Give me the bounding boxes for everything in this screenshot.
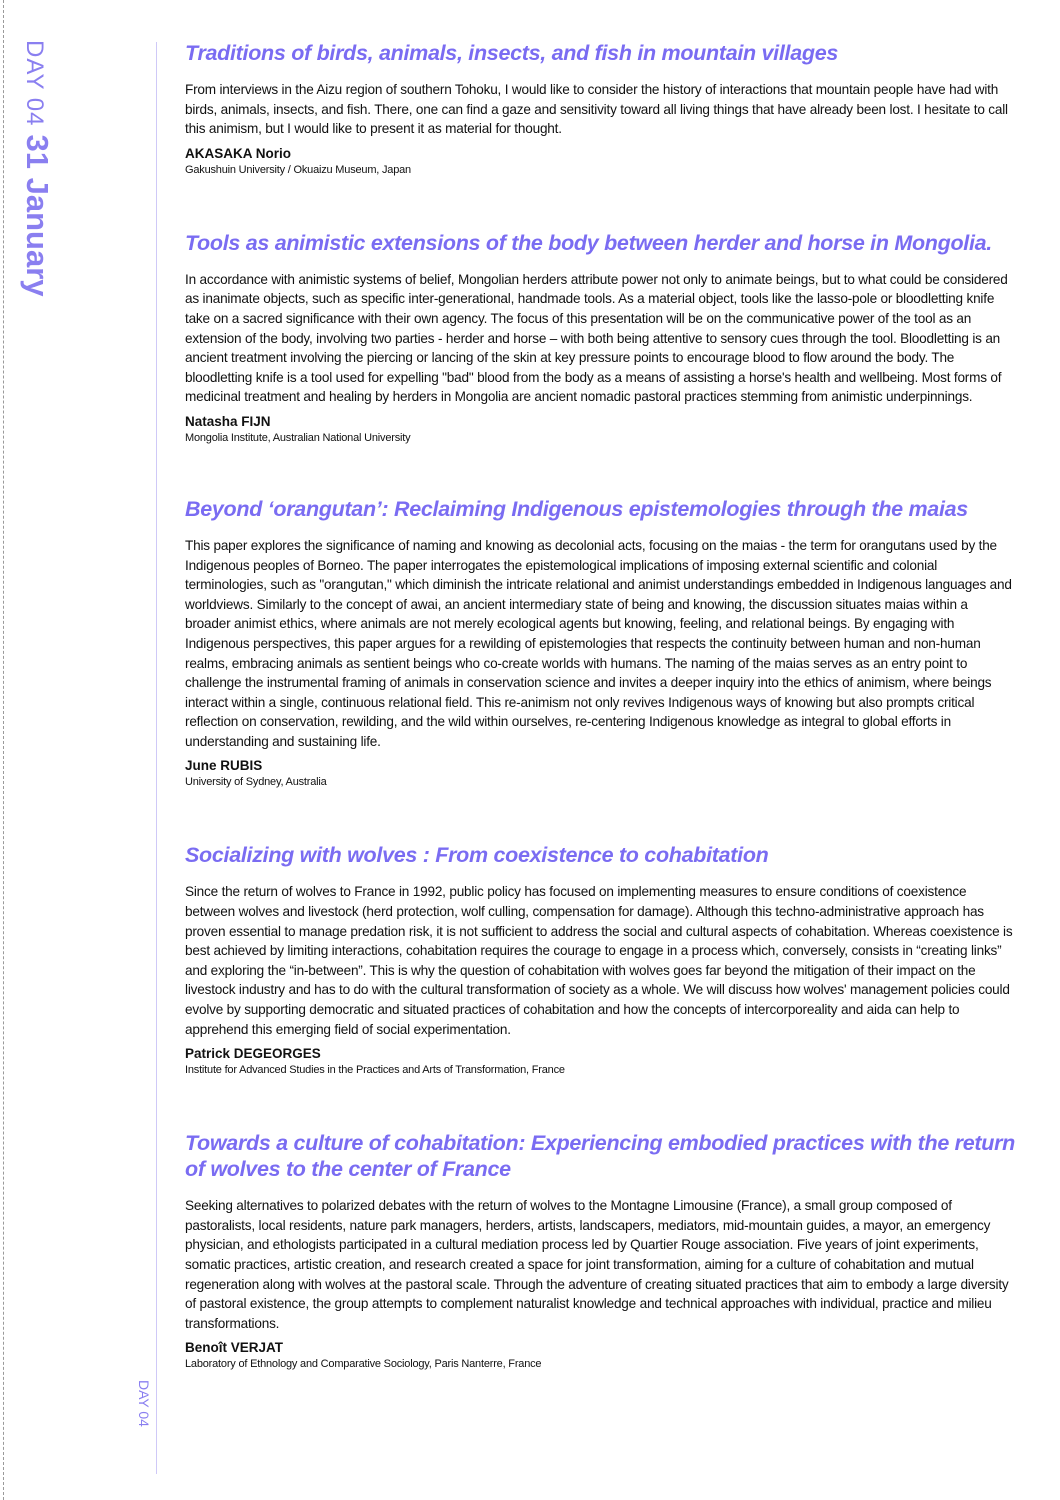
section-author: Patrick DEGEORGES [185, 1046, 321, 1062]
abstract-section [185, 496, 1015, 791]
section-author: Benoît VERJAT [185, 1340, 284, 1356]
date-label: 31 January [20, 134, 55, 297]
abstract-section [185, 842, 1015, 1078]
section-abstract: This paper explores the significance of naming and knowing as decolonial acts, focusing on the maias - the term for orangutans used by the Indigenous peoples of Borneo. The paper interrogates the epistemological implications of imposing external scientific and colonial terminologies, such as "orangutan," which diminish the intricate relational and animist understandings embedded in Indigenous languages and worldviews. Similarly to the concept of awai, an ancient intermediary state of being and knowing, the discussion situates maias within a broader animist ethics, where animals are not merely ecological agents but knowing, feeling, and relational beings. By engaging with Indigenous perspectives, this paper argues for a rewilding of epistemologies that respects the continuity between human and non-human realms, embracing animals as sentient beings who co-create worlds with humans. The naming of the maias serves as an entry point to challenge the instrumental framing of animals in conservation science and invites a deeper inquiry into the ethics of animism, where beings interact within a single, continuous relational field. This re-animism not only revives Indigenous ways of knowing but also prompts critical reflection on conservation, rewilding, and the wild within ourselves, re-centering Indigenous knowledge as integral to global efforts in understanding and sustaining life. [185, 537, 1012, 749]
section-title: Beyond ‘orangutan’: Reclaiming Indigenous epistemologies through the maias [185, 496, 968, 521]
section-affiliation: Laboratory of Ethnology and Comparative Sociology, Paris Nanterre, France [185, 1358, 542, 1371]
dashed-margin-line [3, 0, 4, 1500]
section-abstract: In accordance with animistic systems of belief, Mongolian herders attribute power not only to animate beings, but to what could be considered as inanimate objects, such as specific inter-generational, handmade tools. As a material object, tools like the lasso-pole or bloodletting knife take on a sacred significance with their own agency. The focus of this presentation will be on the communicative power of the tool as an extension of the body, involving two parties - herder and horse – with both being attentive to sensory cues through the tool. Bloodletting is an ancient treatment involving the piercing or lancing of the skin at key pressure points to encourage blood to flow around the body. The bloodletting knife is a tool used for expelling "bad" blood from the body as a means of assisting a horse's health and wellbeing. Most forms of medicinal treatment and healing by herders in Mongolia are ancient nomadic pastoral practices stemming from animistic underpinnings. [185, 271, 1008, 405]
section-title: Tools as animistic extensions of the body between herder and horse in Mongolia. [185, 230, 992, 255]
abstract-section [185, 230, 1015, 446]
section-title: Traditions of birds, animals, insects, and fish in mountain villages [185, 41, 839, 65]
section-abstract: Seeking alternatives to polarized debates with the return of wolves to the Montagne Limousine (France), a small group composed of pastoralists, local residents, nature park managers, herders, artists, landscapers, mediators, mid-mountain guides, a mayor, an emergency physician, and ethologists participated in a cultural mediation process led by Quartier Rouge association. Five years of joint experiments, somatic practices, artistic creation, and research created a space for joint transformation, aiming for a culture of cohabitation and mutual regeneration along with wolves at the pastoral scale. Through the adventure of creating situated practices that aim to embody a large diversity of pastoral existence, the group attempts to complement naturalist knowledge and technical approaches with individual, practice and milieu transformations. [185, 1198, 1009, 1331]
section-author: Natasha FIJN [185, 413, 271, 429]
abstract-section [185, 40, 1015, 178]
section-affiliation: Gakushuin University / Okuaizu Museum, Japan [185, 163, 411, 176]
section-title: Towards a culture of cohabitation: Experiencing embodied practices with the return of wolves to the center of France [185, 1131, 1015, 1182]
section-author: June RUBIS [185, 758, 263, 774]
footer-day-label: DAY 04 [136, 1380, 152, 1427]
section-title: Socializing with wolves : From coexistence to cohabitation [185, 843, 769, 868]
vertical-rule [156, 42, 157, 1474]
section-author: AKASAKA Norio [185, 145, 291, 161]
section-abstract: Since the return of wolves to France in 1992, public policy has focused on implementing measures to ensure conditions of coexistence between wolves and livestock (herd protection, wolf culling, compensation for damage). Although this techno-administrative approach has proven essential to manage predation risk, it is not sufficient to address the social and cultural aspects of cohabitation. Whereas coexistence is best achieved by limiting interactions, cohabitation requires the courage to engage in a process which, conversely, consists in “creating links” and exploring the “in-between”. This is why the question of cohabitation with wolves goes far beyond the mitigation of their impact on the livestock industry and has to do with the cultural transformation of society as a whole. We will discuss how wolves' management policies could evolve by supporting democratic and situated practices of cohabitation and how the concepts of intercorporeality and aida can help to apprehend this emerging field of social experimentation. [185, 884, 1013, 1037]
section-affiliation: Mongolia Institute, Australian National University [185, 431, 411, 444]
section-abstract: From interviews in the Aizu region of southern Tohoku, I would like to consider the history of interactions that mountain people have had with birds, animals, insects, and fish. There, one can find a gaze and sensitivity toward all living things that have already been lost. I hesitate to call this animism, but I would like to present it as material for thought. [185, 82, 1008, 137]
abstract-section [185, 1130, 1015, 1372]
abstracts-column [185, 40, 1015, 1424]
section-affiliation: University of Sydney, Australia [185, 776, 327, 789]
day-date-label [19, 40, 55, 297]
section-affiliation: Institute for Advanced Studies in the Practices and Arts of Transformation, France [185, 1064, 565, 1077]
day-label: DAY 04 [21, 40, 48, 127]
